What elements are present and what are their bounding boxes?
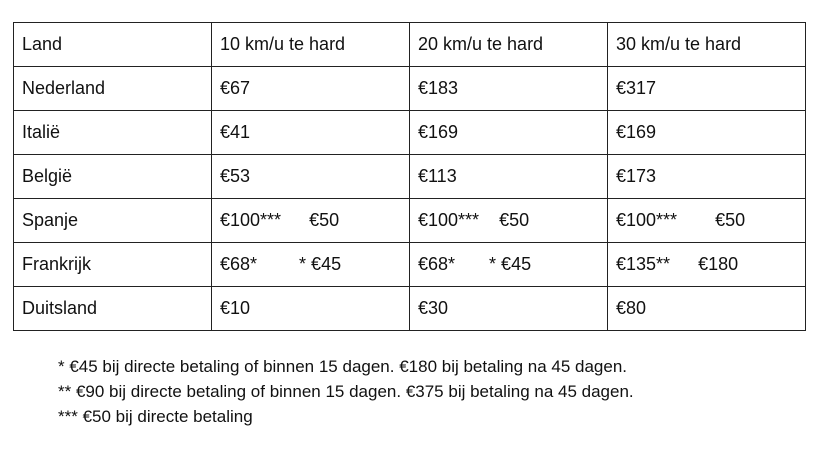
fine-cell <box>212 287 410 331</box>
country-cell: Duitsland <box>14 287 212 331</box>
footnote-double-star: ** €90 bij directe betaling of binnen 15 dagen. €375 bij betaling na 45 dagen. <box>58 382 634 401</box>
country-cell: Nederland <box>14 67 212 111</box>
header-land: Land <box>14 23 212 67</box>
fine-amount-reduced: €50 <box>309 210 340 230</box>
fine-cell <box>608 243 806 287</box>
fine-cell <box>608 67 806 111</box>
fine-cell <box>410 199 608 243</box>
fine-cell <box>608 111 806 155</box>
fine-cell <box>212 111 410 155</box>
fine-amount: €41 <box>220 122 251 142</box>
fine-cell <box>212 155 410 199</box>
country-cell: Spanje <box>14 199 212 243</box>
fine-amount: €173 <box>616 166 657 186</box>
fine-cell <box>410 287 608 331</box>
fine-amount: €113 <box>418 166 457 186</box>
fine-cell <box>212 67 410 111</box>
fine-amount-reduced: €50 <box>715 210 746 230</box>
table-row <box>14 287 806 331</box>
country-cell: Italië <box>14 111 212 155</box>
fine-amount-reduced: €50 <box>499 210 530 230</box>
country-cell: Frankrijk <box>14 243 212 287</box>
fine-cell <box>410 111 608 155</box>
fine-cell <box>608 287 806 331</box>
fine-amount: €80 <box>616 298 647 318</box>
fine-cell <box>410 155 608 199</box>
fine-amount: €30 <box>418 298 449 318</box>
fine-cell <box>608 155 806 199</box>
header-10-kmh: 10 km/u te hard <box>212 23 410 67</box>
fine-cell <box>212 199 410 243</box>
fine-cell <box>212 243 410 287</box>
fine-amount: €169 <box>418 122 459 142</box>
country-cell: België <box>14 155 212 199</box>
fine-amount-reduced: * €45 <box>489 254 532 274</box>
table-row <box>14 243 806 287</box>
fine-amount: €183 <box>418 78 459 98</box>
header-20-kmh: 20 km/u te hard <box>410 23 608 67</box>
fine-amount: €100*** <box>616 210 678 230</box>
table-header-row <box>14 23 806 67</box>
footnote-triple-star: *** €50 bij directe betaling <box>58 407 253 426</box>
fine-amount-reduced: * €45 <box>299 254 342 274</box>
fine-amount: €68* <box>220 254 258 274</box>
fine-amount: €10 <box>220 298 251 318</box>
fine-amount: €68* <box>418 254 456 274</box>
table-row <box>14 155 806 199</box>
fine-amount: €67 <box>220 78 251 98</box>
table-row <box>14 199 806 243</box>
fine-cell <box>410 243 608 287</box>
speeding-fines-table <box>13 22 806 331</box>
header-30-kmh: 30 km/u te hard <box>608 23 806 67</box>
fine-amount: €100*** <box>220 210 282 230</box>
fine-amount: €169 <box>616 122 657 142</box>
fine-amount: €53 <box>220 166 251 186</box>
footnote-single-star: * €45 bij directe betaling of binnen 15 dagen. €180 bij betaling na 45 dagen. <box>58 357 628 376</box>
fine-amount-late: €180 <box>698 254 739 274</box>
fine-amount: €135** <box>616 254 671 274</box>
table-row <box>14 111 806 155</box>
fine-amount: €317 <box>616 78 657 98</box>
table-row <box>14 67 806 111</box>
fine-amount: €100*** <box>418 210 480 230</box>
fine-cell <box>410 67 608 111</box>
footnotes <box>58 354 634 429</box>
fine-cell <box>608 199 806 243</box>
